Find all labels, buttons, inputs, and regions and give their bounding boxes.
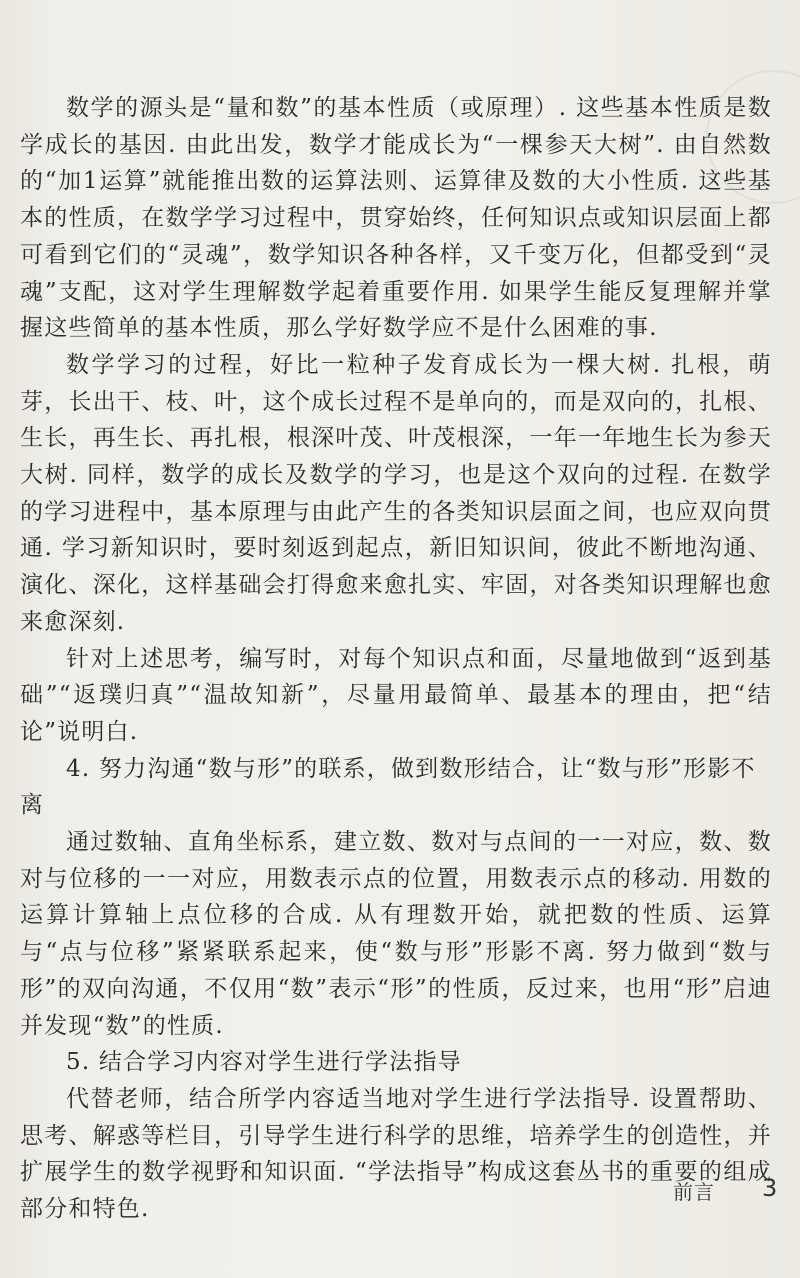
paragraph-number-shape: 通过数轴、直角坐标系，建立数、数对与点间的一一对应，数、数对与位移的一一对应，用数表示点的位置，用数表示点的移动. 用数的运算计算轴上点位移的合成. 从有理数开始，就把数的性质、运算与“点与位移”紧紧联系起来，使“数与形”形影不离. 努力做到“数与形”的双向沟通，不仅用“数”表示“形”的性质，反过来，也用“形”启迪并发现“数”的性质. [20, 829, 772, 1039]
page-body [20, 90, 772, 1228]
section-heading-5: 5. 结合学习内容对学生进行学法指导 [66, 1049, 462, 1076]
paragraph-learning-process: 数学学习的过程，好比一粒种子发育成长为一棵大树. 扎根，萌芽，长出干、枝、叶，这个成长过程不是单向的，而是双向的，扎根、生长，再生长、再扎根，根深叶茂、叶茂根深，一年一年地生长为参天大树. 同样，数学的成长及数学的学习，也是这个双向的过程. 在数学的学习进程中，基本原理与由此产生的各类知识层面之间，也应双向贯通. 学习新知识时，要时刻返到起点，新旧知识间，彼此不断地沟通、演化、深化，这样基础会打得愈来愈扎实、牢固，对各类知识理解也愈来愈深刻. [20, 351, 772, 635]
running-head: 前言 [673, 1180, 715, 1204]
section-heading-4: 4. 努力沟通“数与形”的联系，做到数形结合，让“数与形”形影不离 [20, 755, 756, 819]
paragraph-fundamental-properties: 数学的源头是“量和数”的基本性质（或原理）. 这些基本性质是数学成长的基因. 由此出发，数学才能成长为“一棵参天大树”. 由自然数的“加1运算”就能推出数的运算法则、运算律及数的大小性质. 这些基本的性质，在数学学习过程中，贯穿始终，任何知识点或知识层面上都可看到它们的“灵魂”，数学知识各种各样，又千变万化，但都受到“灵魂”支配，这对学生理解数学起着重要作用. 如果学生能反复理解并掌握这些简单的基本性质，那么学好数学应不是什么困难的事. [20, 95, 772, 342]
paragraph-writing-approach: 针对上述思考，编写时，对每个知识点和面，尽量地做到“返到基础”“返璞归真”“温故知新”，尽量用最简单、最基本的理由，把“结论”说明白. [20, 645, 772, 745]
paragraph-study-guidance: 代替老师，结合所学内容适当地对学生进行学法指导. 设置帮助、思考、解惑等栏目，引导学生进行科学的思维，培养学生的创造性，并扩展学生的数学视野和知识面. “学法指导”构成这套丛书的重要的组成部分和特色. [20, 1085, 772, 1223]
page-number: 3 [762, 1174, 778, 1202]
